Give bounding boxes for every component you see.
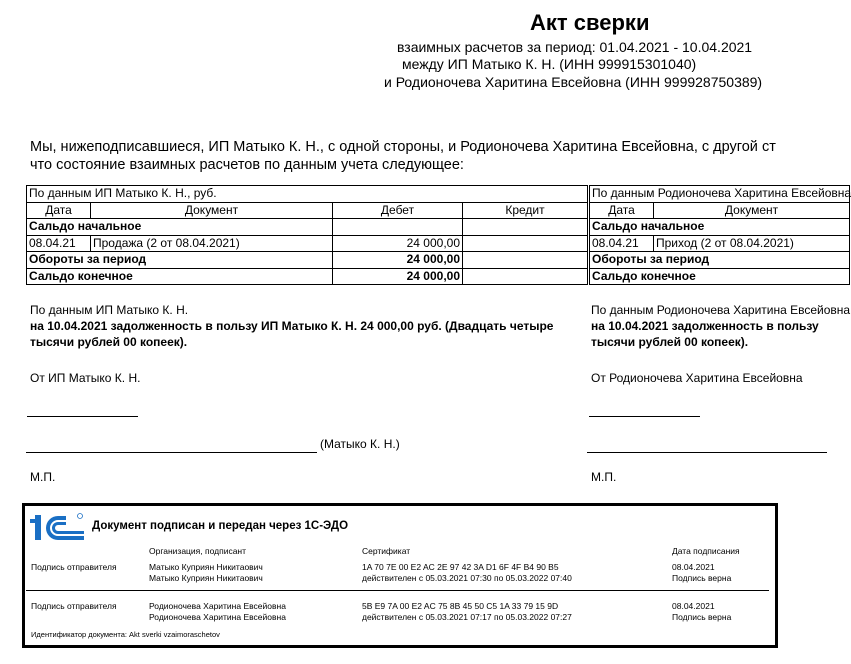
right-from: От Родионочева Харитина Евсейовна	[591, 371, 803, 385]
intro-text-2: что состояние взаимных расчетов по данным учета следующее:	[30, 157, 464, 173]
row-doc: Приход (2 от 08.04.2021)	[654, 235, 850, 252]
row-debit: 24 000,00	[333, 235, 463, 252]
sig-role: Подпись отправителя	[31, 601, 117, 611]
sig-date: 08.04.2021	[672, 562, 715, 572]
left-from: От ИП Матыко К. Н.	[30, 371, 141, 385]
row-date: 08.04.21	[590, 235, 654, 252]
right-summary-debt-2: тысячи рублей 00 копеек).	[591, 335, 749, 349]
table-caption: По данным ИП Матыко К. Н., руб.	[27, 186, 588, 203]
signature-line	[27, 416, 138, 417]
left-summary-debt-2: тысячи рублей 00 копеек).	[30, 335, 188, 349]
col-debit: Дебет	[333, 202, 463, 219]
sig-signer: Родионочева Харитина Евсейовна	[149, 612, 286, 622]
table-row	[590, 268, 850, 285]
sig-date: 08.04.2021	[672, 601, 715, 611]
left-reconciliation-table	[26, 185, 588, 285]
sig-validity: действителен с 05.03.2021 07:17 по 05.03.2022 07:27	[362, 612, 572, 622]
party1-line: между ИП Матыко К. Н. (ИНН 999915301040)	[402, 56, 697, 72]
table-row	[27, 235, 588, 252]
name-line	[587, 452, 827, 453]
col-sign-date: Дата подписания	[672, 546, 740, 556]
divider	[26, 590, 769, 591]
row-date: 08.04.21	[27, 235, 91, 252]
intro-text: Мы, нижеподписавшиеся, ИП Матыко К. Н., с одной стороны, и Родионочева Харитина Евсейовна, с другой ст	[30, 139, 776, 155]
col-org: Организация, подписант	[149, 546, 247, 556]
edo-signature-stamp	[22, 503, 778, 648]
col-document: Документ	[654, 202, 850, 219]
sig-role: Подпись отправителя	[31, 562, 117, 572]
sig-org: Родионочева Харитина Евсейовна	[149, 601, 286, 611]
left-sign-name: (Матыко К. Н.)	[320, 437, 400, 451]
right-summary-heading: По данным Родионочева Харитина Евсейовна	[591, 303, 851, 317]
table-row	[590, 219, 850, 236]
row-credit	[463, 235, 588, 252]
document-id: Идентификатор документа: Akt sverki vzaimoraschetov	[31, 630, 220, 639]
right-stamp: М.П.	[591, 470, 617, 484]
table-row	[590, 252, 850, 269]
col-cert: Сертификат	[362, 546, 411, 556]
turnover-label: Обороты за период	[27, 252, 333, 269]
sig-cert: 1A 70 7E 00 E2 AC 2E 97 42 3A D1 6F 4F B4 90 B5	[362, 562, 559, 572]
col-document: Документ	[91, 202, 333, 219]
left-summary-debt: на 10.04.2021 задолженность в пользу ИП Матыко К. Н. 24 000,00 руб. (Двадцать четыре	[30, 319, 554, 333]
table-row	[27, 252, 588, 269]
table-caption: По данным Родионочева Харитина Евсейовна	[590, 186, 850, 203]
opening-label: Сальдо начальное	[27, 219, 333, 236]
right-reconciliation-table	[589, 185, 850, 285]
table-row	[590, 235, 850, 252]
sig-status: Подпись верна	[672, 612, 732, 622]
closing-label: Сальдо конечное	[27, 268, 333, 285]
right-summary-debt: на 10.04.2021 задолженность в пользу	[591, 319, 819, 333]
table-row	[27, 219, 588, 236]
table-row	[27, 268, 588, 285]
opening-label: Сальдо начальное	[590, 219, 850, 236]
sig-validity: действителен с 05.03.2021 07:30 по 05.03.2022 07:40	[362, 573, 572, 583]
sig-cert: 5B E9 7A 00 E2 AC 75 8B 45 50 C5 1A 33 79 15 9D	[362, 601, 559, 611]
col-credit: Кредит	[463, 202, 588, 219]
left-summary-heading: По данным ИП Матыко К. Н.	[30, 303, 189, 317]
edo-title: Документ подписан и передан через 1С-ЭДО	[92, 520, 349, 532]
party2-line: и Родионочева Харитина Евсейовна (ИНН 999928750389)	[384, 74, 763, 90]
closing-debit: 24 000,00	[333, 268, 463, 285]
col-date: Дата	[590, 202, 654, 219]
turnover-debit: 24 000,00	[333, 252, 463, 269]
col-date: Дата	[27, 202, 91, 219]
turnover-label: Обороты за период	[590, 252, 850, 269]
document-title: Акт сверки	[530, 10, 650, 35]
name-line	[26, 452, 317, 453]
closing-label: Сальдо конечное	[590, 268, 850, 285]
period-line: взаимных расчетов за период: 01.04.2021 - 10.04.2021	[397, 39, 753, 55]
row-doc: Продажа (2 от 08.04.2021)	[91, 235, 333, 252]
sig-signer: Матыко Куприян Никитаович	[149, 573, 263, 583]
sig-status: Подпись верна	[672, 573, 732, 583]
1c-logo-icon	[30, 513, 86, 543]
sig-org: Матыко Куприян Никитаович	[149, 562, 263, 572]
left-stamp: М.П.	[30, 470, 56, 484]
signature-line	[589, 416, 700, 417]
